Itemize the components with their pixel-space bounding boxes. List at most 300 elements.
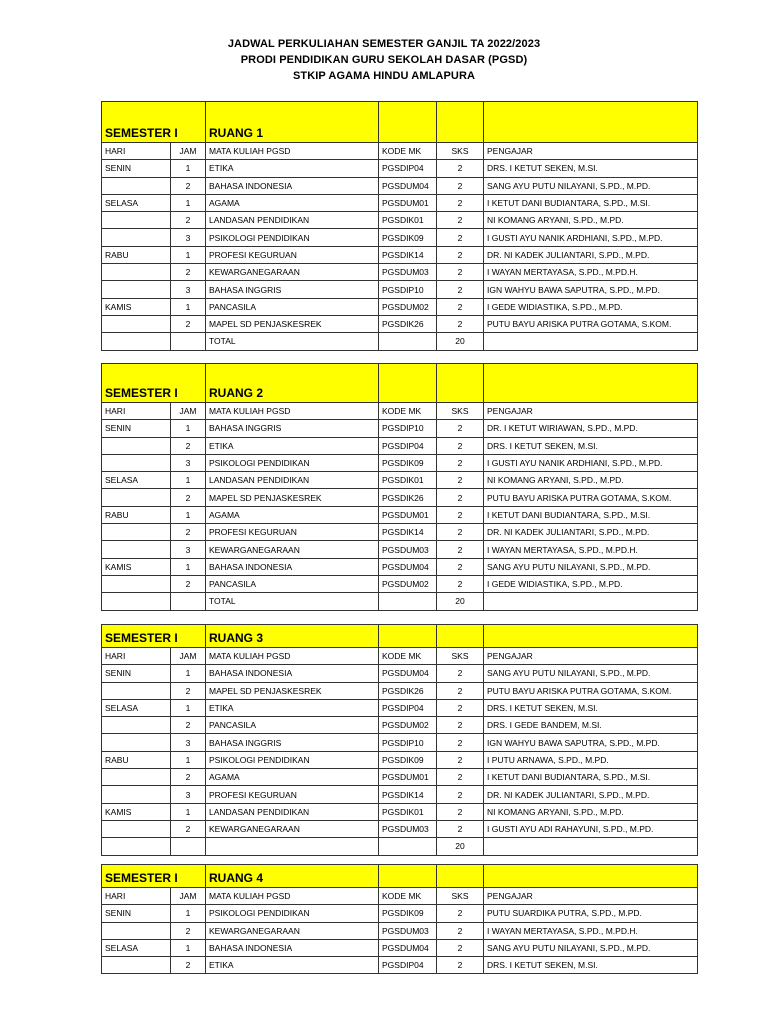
cell-sks: 2 (437, 454, 484, 471)
banner-cell (484, 364, 698, 403)
cell-mk: KEWARGANEGARAAN (206, 541, 379, 558)
cell-jam: 2 (171, 264, 206, 281)
cell-hari: KAMIS (102, 298, 171, 315)
cell-hari: RABU (102, 246, 171, 263)
cell-pengajar: DRS. I KETUT SEKEN, M.SI. (484, 957, 698, 974)
cell-jam: 2 (171, 922, 206, 939)
cell-kode: PGSDIK01 (379, 803, 437, 820)
cell-pengajar: I GEDE WIDIASTIKA, S.PD., M.PD. (484, 575, 698, 592)
cell-pengajar: IGN WAHYU BAWA SAPUTRA, S.PD., M.PD. (484, 281, 698, 298)
cell-sks: 2 (437, 194, 484, 211)
semester-label: SEMESTER I (102, 625, 206, 648)
cell-sks: 2 (437, 558, 484, 575)
cell-mk: BAHASA INDONESIA (206, 177, 379, 194)
cell-jam: 1 (171, 160, 206, 177)
cell-sks: 2 (437, 281, 484, 298)
cell-hari: SELASA (102, 939, 171, 956)
cell-mk: LANDASAN PENDIDIKAN (206, 212, 379, 229)
cell-kode: PGSDIP10 (379, 734, 437, 751)
room-label: RUANG 1 (206, 102, 379, 143)
table-row (102, 939, 698, 956)
column-header-hari: HARI (102, 648, 171, 665)
banner-cell (484, 625, 698, 648)
cell-pengajar: DR. NI KADEK JULIANTARI, S.PD., M.PD. (484, 524, 698, 541)
banner-cell (379, 364, 437, 403)
table-row (102, 298, 698, 315)
cell-kode: PGSDUM04 (379, 177, 437, 194)
empty-cell (379, 593, 437, 610)
cell-pengajar: DR. NI KADEK JULIANTARI, S.PD., M.PD. (484, 786, 698, 803)
cell-pengajar: NI KOMANG ARYANI, S.PD., M.PD. (484, 803, 698, 820)
cell-hari (102, 734, 171, 751)
table-row (102, 506, 698, 523)
cell-hari (102, 957, 171, 974)
cell-kode: PGSDIK14 (379, 246, 437, 263)
cell-jam: 1 (171, 472, 206, 489)
cell-sks: 2 (437, 575, 484, 592)
cell-mk: PROFESI KEGURUAN (206, 786, 379, 803)
cell-hari (102, 769, 171, 786)
semester-label: SEMESTER I (102, 102, 206, 143)
table-row (102, 957, 698, 974)
cell-kode: PGSDIK09 (379, 229, 437, 246)
total-sks: 20 (437, 593, 484, 610)
cell-sks: 2 (437, 177, 484, 194)
cell-sks: 2 (437, 472, 484, 489)
cell-jam: 3 (171, 734, 206, 751)
cell-sks: 2 (437, 420, 484, 437)
cell-mk: AGAMA (206, 506, 379, 523)
cell-hari (102, 315, 171, 332)
cell-kode: PGSDIK01 (379, 212, 437, 229)
table-row (102, 472, 698, 489)
cell-mk: BAHASA INDONESIA (206, 558, 379, 575)
table-row (102, 699, 698, 716)
cell-pengajar: DR. NI KADEK JULIANTARI, S.PD., M.PD. (484, 246, 698, 263)
cell-pengajar: I WAYAN MERTAYASA, S.PD., M.PD.H. (484, 922, 698, 939)
cell-jam: 3 (171, 281, 206, 298)
cell-pengajar: I GEDE WIDIASTIKA, S.PD., M.PD. (484, 298, 698, 315)
cell-pengajar: SANG AYU PUTU NILAYANI, S.PD., M.PD. (484, 177, 698, 194)
cell-kode: PGSDIK09 (379, 905, 437, 922)
cell-mk: ETIKA (206, 957, 379, 974)
cell-kode: PGSDUM02 (379, 575, 437, 592)
cell-kode: PGSDIP04 (379, 437, 437, 454)
banner-cell (437, 364, 484, 403)
cell-hari: SELASA (102, 699, 171, 716)
cell-pengajar: DRS. I KETUT SEKEN, M.SI. (484, 160, 698, 177)
cell-jam: 2 (171, 717, 206, 734)
cell-hari: RABU (102, 506, 171, 523)
cell-hari: SENIN (102, 420, 171, 437)
cell-mk: PSIKOLOGI PENDIDIKAN (206, 905, 379, 922)
cell-sks: 2 (437, 298, 484, 315)
column-header-mk: MATA KULIAH PGSD (206, 648, 379, 665)
cell-mk: BAHASA INDONESIA (206, 665, 379, 682)
cell-mk: MAPEL SD PENJASKESREK (206, 315, 379, 332)
column-header-mk: MATA KULIAH PGSD (206, 143, 379, 160)
cell-kode: PGSDUM02 (379, 717, 437, 734)
cell-kode: PGSDIP10 (379, 281, 437, 298)
cell-pengajar: SANG AYU PUTU NILAYANI, S.PD., M.PD. (484, 939, 698, 956)
total-row (102, 333, 698, 350)
cell-pengajar: NI KOMANG ARYANI, S.PD., M.PD. (484, 212, 698, 229)
cell-pengajar: PUTU BAYU ARISKA PUTRA GOTAMA, S.KOM. (484, 682, 698, 699)
cell-mk: PROFESI KEGURUAN (206, 524, 379, 541)
table-row (102, 177, 698, 194)
cell-mk: LANDASAN PENDIDIKAN (206, 472, 379, 489)
table-banner (102, 625, 698, 648)
cell-mk: ETIKA (206, 160, 379, 177)
cell-hari (102, 281, 171, 298)
cell-pengajar: DR. I KETUT WIRIAWAN, S.PD., M.PD. (484, 420, 698, 437)
cell-sks: 2 (437, 524, 484, 541)
cell-sks: 2 (437, 751, 484, 768)
cell-kode: PGSDUM03 (379, 264, 437, 281)
cell-mk: KEWARGANEGARAAN (206, 922, 379, 939)
table-row (102, 558, 698, 575)
cell-kode: PGSDUM04 (379, 939, 437, 956)
empty-cell (484, 593, 698, 610)
banner-cell (437, 865, 484, 888)
document-header (0, 36, 768, 84)
semester-label: SEMESTER I (102, 865, 206, 888)
banner-cell (379, 102, 437, 143)
cell-sks: 2 (437, 506, 484, 523)
header-program: PRODI PENDIDIKAN GURU SEKOLAH DASAR (PGSD) (240, 54, 528, 66)
column-header-sks: SKS (437, 403, 484, 420)
cell-jam: 2 (171, 489, 206, 506)
cell-jam: 3 (171, 229, 206, 246)
cell-hari: KAMIS (102, 558, 171, 575)
cell-pengajar: I GUSTI AYU NANIK ARDHIANI, S.PD., M.PD. (484, 229, 698, 246)
cell-mk: PSIKOLOGI PENDIDIKAN (206, 229, 379, 246)
table-row (102, 454, 698, 471)
cell-pengajar: IGN WAHYU BAWA SAPUTRA, S.PD., M.PD. (484, 734, 698, 751)
cell-jam: 1 (171, 506, 206, 523)
cell-pengajar: SANG AYU PUTU NILAYANI, S.PD., M.PD. (484, 558, 698, 575)
table-row (102, 541, 698, 558)
empty-cell (379, 838, 437, 855)
column-header-pengajar: PENGAJAR (484, 648, 698, 665)
cell-jam: 1 (171, 246, 206, 263)
column-header-hari: HARI (102, 403, 171, 420)
cell-pengajar: I GUSTI AYU ADI RAHAYUNI, S.PD., M.PD. (484, 820, 698, 837)
cell-hari (102, 489, 171, 506)
cell-sks: 2 (437, 820, 484, 837)
cell-jam: 1 (171, 665, 206, 682)
cell-hari: SENIN (102, 665, 171, 682)
cell-sks: 2 (437, 264, 484, 281)
cell-hari (102, 922, 171, 939)
cell-kode: PGSDIK26 (379, 682, 437, 699)
schedule-table-1 (101, 101, 698, 351)
column-header-pengajar: PENGAJAR (484, 888, 698, 905)
column-header-kode: KODE MK (379, 403, 437, 420)
table-row (102, 229, 698, 246)
cell-sks: 2 (437, 786, 484, 803)
cell-mk: BAHASA INGGRIS (206, 420, 379, 437)
cell-jam: 2 (171, 524, 206, 541)
table-row (102, 682, 698, 699)
cell-kode: PGSDUM01 (379, 194, 437, 211)
cell-mk: AGAMA (206, 194, 379, 211)
column-header-pengajar: PENGAJAR (484, 143, 698, 160)
empty-cell (484, 333, 698, 350)
column-header-hari: HARI (102, 888, 171, 905)
cell-hari: SENIN (102, 905, 171, 922)
table-row (102, 524, 698, 541)
table-row (102, 212, 698, 229)
cell-hari (102, 454, 171, 471)
cell-hari (102, 177, 171, 194)
cell-jam: 1 (171, 420, 206, 437)
cell-kode: PGSDUM01 (379, 769, 437, 786)
cell-mk: LANDASAN PENDIDIKAN (206, 803, 379, 820)
cell-kode: PGSDIK26 (379, 315, 437, 332)
column-header-kode: KODE MK (379, 143, 437, 160)
total-row (102, 838, 698, 855)
column-header-row (102, 143, 698, 160)
banner-cell (379, 865, 437, 888)
banner-cell (379, 625, 437, 648)
cell-jam: 2 (171, 212, 206, 229)
cell-hari: RABU (102, 751, 171, 768)
table-row (102, 420, 698, 437)
cell-pengajar: I WAYAN MERTAYASA, S.PD., M.PD.H. (484, 541, 698, 558)
column-header-kode: KODE MK (379, 888, 437, 905)
cell-pengajar: DRS. I KETUT SEKEN, M.SI. (484, 437, 698, 454)
cell-pengajar: NI KOMANG ARYANI, S.PD., M.PD. (484, 472, 698, 489)
cell-kode: PGSDUM04 (379, 665, 437, 682)
cell-jam: 1 (171, 558, 206, 575)
cell-jam: 1 (171, 803, 206, 820)
cell-pengajar: I PUTU ARNAWA, S.PD., M.PD. (484, 751, 698, 768)
schedule-table-2 (101, 363, 698, 611)
cell-sks: 2 (437, 160, 484, 177)
cell-kode: PGSDUM03 (379, 922, 437, 939)
cell-mk: PANCASILA (206, 575, 379, 592)
column-header-pengajar: PENGAJAR (484, 403, 698, 420)
cell-mk: KEWARGANEGARAAN (206, 820, 379, 837)
cell-sks: 2 (437, 682, 484, 699)
cell-jam: 3 (171, 786, 206, 803)
cell-sks: 2 (437, 212, 484, 229)
table-row (102, 575, 698, 592)
empty-cell (102, 838, 171, 855)
total-label: TOTAL (206, 593, 379, 610)
cell-mk: KEWARGANEGARAAN (206, 264, 379, 281)
column-header-row (102, 648, 698, 665)
cell-jam: 2 (171, 177, 206, 194)
total-sks: 20 (437, 838, 484, 855)
cell-hari: SENIN (102, 160, 171, 177)
table-row (102, 281, 698, 298)
cell-sks: 2 (437, 717, 484, 734)
banner-cell (437, 625, 484, 648)
table-banner (102, 865, 698, 888)
cell-mk: MAPEL SD PENJASKESREK (206, 682, 379, 699)
cell-jam: 2 (171, 769, 206, 786)
table-row (102, 194, 698, 211)
cell-sks: 2 (437, 665, 484, 682)
banner-cell (484, 102, 698, 143)
banner-cell (437, 102, 484, 143)
cell-kode: PGSDIK09 (379, 454, 437, 471)
cell-kode: PGSDUM02 (379, 298, 437, 315)
cell-hari (102, 524, 171, 541)
cell-kode: PGSDUM03 (379, 820, 437, 837)
cell-mk: BAHASA INGGRIS (206, 734, 379, 751)
cell-kode: PGSDIK01 (379, 472, 437, 489)
empty-cell (379, 333, 437, 350)
room-label: RUANG 4 (206, 865, 379, 888)
cell-mk: ETIKA (206, 699, 379, 716)
cell-pengajar: I WAYAN MERTAYASA, S.PD., M.PD.H. (484, 264, 698, 281)
cell-sks: 2 (437, 905, 484, 922)
total-label: TOTAL (206, 333, 379, 350)
cell-pengajar: DRS. I GEDE BANDEM, M.SI. (484, 717, 698, 734)
table-row (102, 751, 698, 768)
cell-kode: PGSDIP04 (379, 699, 437, 716)
cell-hari: SELASA (102, 472, 171, 489)
cell-mk: BAHASA INDONESIA (206, 939, 379, 956)
cell-kode: PGSDIP04 (379, 957, 437, 974)
cell-hari (102, 437, 171, 454)
cell-sks: 2 (437, 246, 484, 263)
cell-hari (102, 786, 171, 803)
cell-hari (102, 717, 171, 734)
total-sks: 20 (437, 333, 484, 350)
table-row (102, 264, 698, 281)
table-row (102, 489, 698, 506)
cell-kode: PGSDIP04 (379, 160, 437, 177)
column-header-mk: MATA KULIAH PGSD (206, 403, 379, 420)
cell-mk: BAHASA INGGRIS (206, 281, 379, 298)
cell-mk: AGAMA (206, 769, 379, 786)
cell-mk: PSIKOLOGI PENDIDIKAN (206, 454, 379, 471)
room-label: RUANG 3 (206, 625, 379, 648)
cell-hari: SELASA (102, 194, 171, 211)
empty-cell (171, 593, 206, 610)
cell-hari (102, 229, 171, 246)
table-banner (102, 102, 698, 143)
cell-jam: 1 (171, 939, 206, 956)
cell-mk: PANCASILA (206, 717, 379, 734)
cell-kode: PGSDUM04 (379, 558, 437, 575)
column-header-jam: JAM (171, 888, 206, 905)
column-header-jam: JAM (171, 648, 206, 665)
semester-label: SEMESTER I (102, 364, 206, 403)
cell-sks: 2 (437, 769, 484, 786)
cell-sks: 2 (437, 939, 484, 956)
column-header-mk: MATA KULIAH PGSD (206, 888, 379, 905)
cell-jam: 3 (171, 541, 206, 558)
cell-hari (102, 575, 171, 592)
room-label: RUANG 2 (206, 364, 379, 403)
cell-mk: PSIKOLOGI PENDIDIKAN (206, 751, 379, 768)
cell-pengajar: I KETUT DANI BUDIANTARA, S.PD., M.SI. (484, 506, 698, 523)
cell-kode: PGSDIK14 (379, 786, 437, 803)
cell-kode: PGSDIK14 (379, 524, 437, 541)
banner-cell (484, 865, 698, 888)
cell-sks: 2 (437, 803, 484, 820)
column-header-kode: KODE MK (379, 648, 437, 665)
empty-cell (102, 593, 171, 610)
cell-jam: 1 (171, 699, 206, 716)
cell-jam: 3 (171, 454, 206, 471)
cell-kode: PGSDUM01 (379, 506, 437, 523)
cell-pengajar: DRS. I KETUT SEKEN, M.SI. (484, 699, 698, 716)
cell-kode: PGSDIK09 (379, 751, 437, 768)
cell-mk: ETIKA (206, 437, 379, 454)
cell-hari (102, 264, 171, 281)
cell-jam: 2 (171, 957, 206, 974)
table-row (102, 820, 698, 837)
cell-pengajar: I KETUT DANI BUDIANTARA, S.PD., M.SI. (484, 769, 698, 786)
cell-pengajar: I KETUT DANI BUDIANTARA, S.PD., M.SI. (484, 194, 698, 211)
total-row (102, 593, 698, 610)
column-header-row (102, 403, 698, 420)
column-header-jam: JAM (171, 143, 206, 160)
column-header-sks: SKS (437, 648, 484, 665)
column-header-sks: SKS (437, 888, 484, 905)
cell-hari (102, 682, 171, 699)
header-institution: STKIP AGAMA HINDU AMLAPURA (292, 70, 476, 82)
cell-kode: PGSDUM03 (379, 541, 437, 558)
table-banner (102, 364, 698, 403)
cell-jam: 2 (171, 682, 206, 699)
cell-jam: 2 (171, 437, 206, 454)
empty-cell (102, 333, 171, 350)
table-row (102, 717, 698, 734)
cell-pengajar: PUTU BAYU ARISKA PUTRA GOTAMA, S.KOM. (484, 315, 698, 332)
empty-cell (484, 838, 698, 855)
cell-sks: 2 (437, 699, 484, 716)
cell-pengajar: SANG AYU PUTU NILAYANI, S.PD., M.PD. (484, 665, 698, 682)
column-header-jam: JAM (171, 403, 206, 420)
table-row (102, 922, 698, 939)
cell-mk: MAPEL SD PENJASKESREK (206, 489, 379, 506)
cell-hari: KAMIS (102, 803, 171, 820)
cell-sks: 2 (437, 541, 484, 558)
cell-hari (102, 541, 171, 558)
cell-kode: PGSDIP10 (379, 420, 437, 437)
schedule-table-3 (101, 624, 698, 856)
cell-jam: 1 (171, 194, 206, 211)
cell-pengajar: I GUSTI AYU NANIK ARDHIANI, S.PD., M.PD. (484, 454, 698, 471)
table-row (102, 315, 698, 332)
header-title: JADWAL PERKULIAHAN SEMESTER GANJIL TA 2022/2023 (227, 38, 541, 50)
cell-jam: 2 (171, 820, 206, 837)
cell-hari (102, 212, 171, 229)
empty-cell (171, 838, 206, 855)
column-header-row (102, 888, 698, 905)
cell-sks: 2 (437, 315, 484, 332)
table-row (102, 665, 698, 682)
cell-jam: 1 (171, 751, 206, 768)
cell-jam: 1 (171, 298, 206, 315)
schedule-table-4 (101, 864, 698, 974)
cell-sks: 2 (437, 922, 484, 939)
cell-mk: PROFESI KEGURUAN (206, 246, 379, 263)
cell-sks: 2 (437, 957, 484, 974)
table-row (102, 769, 698, 786)
cell-kode: PGSDIK26 (379, 489, 437, 506)
table-row (102, 803, 698, 820)
cell-jam: 2 (171, 315, 206, 332)
empty-cell (171, 333, 206, 350)
